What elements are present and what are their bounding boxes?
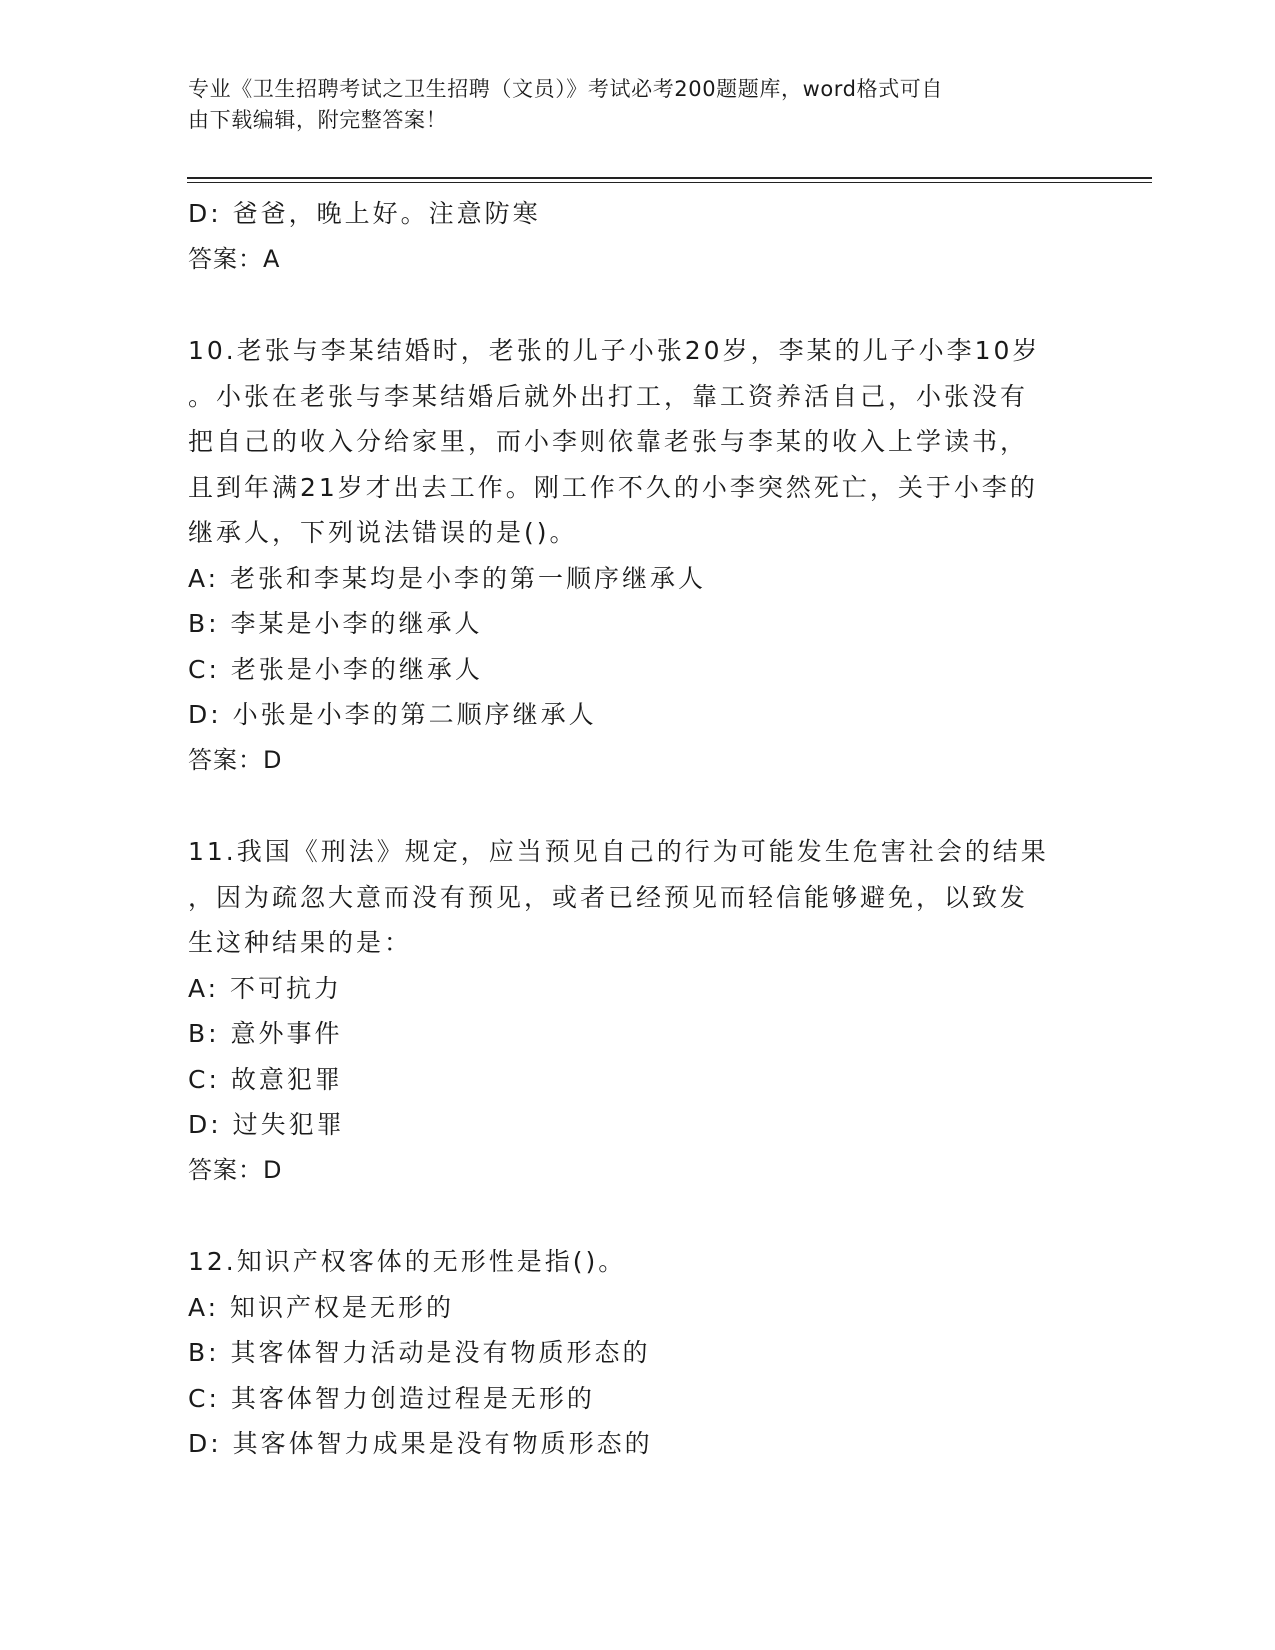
header-divider-thick [187, 177, 1152, 179]
header-line-2: 由下载编辑，附完整答案！ [188, 108, 448, 132]
question-12 [188, 1239, 1088, 1467]
question-12-option-c: C: 其客体智力创造过程是无形的 [188, 1383, 595, 1413]
question-10-text-2: 。小张在老张与李某结婚后就外出打工，靠工资养活自己，小张没有 [188, 381, 1029, 411]
question-10-text-3: 把自己的收入分给家里，而小李则依靠老张与李某的收入上学读书， [188, 427, 1029, 456]
header-line-1: 专业《卫生招聘考试之卫生招聘（文员）》考试必考200题题库，word格式可自 [188, 77, 943, 101]
question-12-option-d: D: 其客体智力成果是没有物质形态的 [188, 1429, 653, 1458]
question-11-option-a: A: 不可抗力 [188, 973, 343, 1003]
question-10-option-a: A: 老张和李某均是小李的第一顺序继承人 [188, 563, 707, 593]
document-header [188, 74, 1068, 136]
question-11-text-1: 11.我国《刑法》规定，应当预见自己的行为可能发生危害社会的结果 [188, 837, 1049, 866]
question-10-option-d: D: 小张是小李的第二顺序继承人 [188, 700, 597, 729]
question-11-option-b: B: 意外事件 [188, 1019, 343, 1048]
question-11-text-2: ，因为疏忽大意而没有预见，或者已经预见而轻信能够避免，以致发 [188, 882, 1029, 912]
question-11 [188, 829, 1088, 1193]
prev-answer: 答案：A [188, 244, 281, 273]
question-10-option-b: B: 李某是小李的继承人 [188, 609, 483, 638]
question-11-text-3: 生这种结果的是： [188, 928, 413, 957]
question-12-option-b: B: 其客体智力活动是没有物质形态的 [188, 1338, 651, 1367]
prev-option-d: D: 爸爸，晚上好。注意防寒 [188, 199, 541, 228]
question-10-text-4: 且到年满21岁才出去工作。刚工作不久的小李突然死亡，关于小李的 [188, 472, 1038, 502]
question-10-answer: 答案：D [188, 745, 283, 774]
question-10 [188, 328, 1088, 783]
question-11-option-d: D: 过失犯罪 [188, 1110, 345, 1139]
question-12-text-1: 12.知识产权客体的无形性是指()。 [188, 1247, 627, 1276]
question-12-option-a: A: 知识产权是无形的 [188, 1292, 455, 1322]
header-divider-thin [187, 182, 1152, 183]
question-10-text-5: 继承人，下列说法错误的是()。 [188, 518, 578, 547]
document-body [188, 191, 1088, 1467]
question-11-option-c: C: 故意犯罪 [188, 1064, 343, 1094]
question-11-answer: 答案：D [188, 1155, 283, 1184]
question-10-text-1: 10.老张与李某结婚时，老张的儿子小张20岁，李某的儿子小李10岁 [188, 336, 1041, 365]
question-10-option-c: C: 老张是小李的继承人 [188, 654, 483, 684]
